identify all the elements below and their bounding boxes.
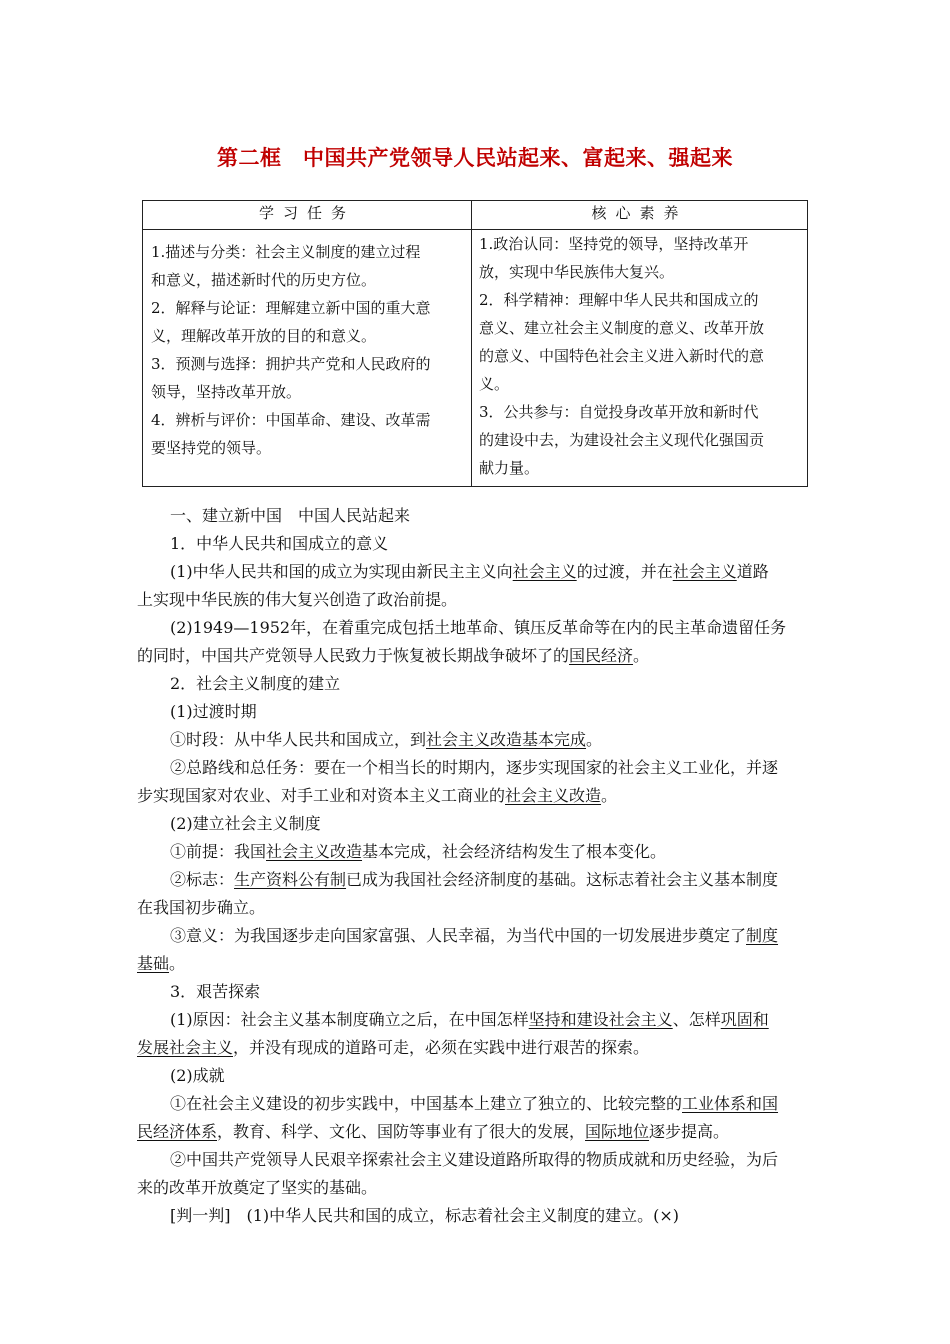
cell-line: 的建设中去，为建设社会主义现代化强国贡 — [479, 431, 765, 449]
cell-line: 义，理解改革开放的目的和意义。 — [151, 327, 377, 345]
underlined-term: 坚持和建设社会主义 — [528, 1010, 673, 1029]
text-segment: ②标志： — [170, 870, 235, 889]
text-segment: ②总路线和总任务：要在一个相当长的时期内，逐步实现国家的社会主义工业化，并逐 — [170, 758, 779, 777]
text-segment: 的同时，中国共产党领导人民致力于恢复被长期战争破坏了的 — [137, 646, 570, 665]
text-line — [137, 642, 815, 670]
text-line — [137, 558, 815, 586]
text-segment: 、怎样 — [672, 1010, 721, 1029]
cell-line: 领导，坚持改革开放。 — [151, 383, 302, 401]
text-segment: ③意义：为我国逐步走向国家富强、人民幸福，为当代中国的一切发展进步奠定了 — [170, 926, 747, 945]
underlined-term: 巩固和 — [720, 1010, 769, 1029]
text-segment: ①时段：从中华人民共和国成立，到 — [170, 730, 427, 749]
text-segment: (1)原因：社会主义基本制度确立之后，在中国怎样 — [170, 1010, 529, 1029]
learning-objectives-table — [142, 200, 808, 487]
text-segment: 来的改革开放奠定了坚实的基础。 — [137, 1178, 378, 1197]
cell-line: 放，实现中华民族伟大复兴。 — [479, 263, 675, 281]
text-line — [137, 1202, 815, 1230]
cell-line: 3．公共参与：自觉投身改革开放和新时代 — [479, 403, 759, 421]
table-header-row — [143, 201, 808, 230]
text-line — [137, 726, 815, 754]
cell-line: 1.政治认同：坚持党的领导，坚持改革开 — [479, 235, 749, 253]
text-segment: (1)过渡时期 — [170, 702, 257, 721]
underlined-term: 发展社会主义 — [137, 1038, 234, 1057]
text-segment: 1．中华人民共和国成立的意义 — [170, 534, 389, 553]
text-line — [137, 922, 815, 950]
text-segment: 已成为我国社会经济制度的基础。这标志着社会主义基本制度 — [346, 870, 779, 889]
body-text — [137, 502, 815, 1230]
cell-line: 意义、建立社会主义制度的意义、改革开放 — [479, 319, 765, 337]
text-line — [137, 502, 815, 530]
text-segment: ，教育、科学、文化、国防等事业有了很大的发展， — [217, 1122, 586, 1141]
text-line — [137, 838, 815, 866]
text-line — [137, 810, 815, 838]
text-line — [137, 754, 815, 782]
text-segment: 道路 — [736, 562, 769, 581]
text-line — [137, 1034, 815, 1062]
text-line — [137, 1062, 815, 1090]
text-line — [137, 530, 815, 558]
text-line — [137, 670, 815, 698]
text-line — [137, 866, 815, 894]
header-core-competencies: 核心素养 — [472, 201, 808, 230]
text-segment: (2)成就 — [170, 1066, 225, 1085]
text-segment: 。 — [633, 646, 650, 665]
underlined-term: 国民经济 — [569, 646, 634, 665]
underlined-term: 基础 — [137, 954, 170, 973]
underlined-term: 工业体系和国 — [682, 1094, 779, 1113]
text-line — [137, 1118, 815, 1146]
text-segment: ②中国共产党领导人民艰辛探索社会主义建设道路所取得的物质成就和历史经验，为后 — [170, 1150, 779, 1169]
text-segment: 3．艰苦探索 — [170, 982, 261, 1001]
text-segment: (2)1949—1952年，在着重完成包括土地革命、镇压反革命等在内的民主革命遗留任务 — [170, 618, 787, 637]
text-segment: 在我国初步确立。 — [137, 898, 266, 917]
text-line — [137, 894, 815, 922]
underlined-term: 制度 — [746, 926, 779, 945]
cell-line: 2．解释与论证：理解建立新中国的重大意 — [151, 299, 431, 317]
underlined-term: 社会主义改造 — [505, 786, 602, 805]
text-line — [137, 1006, 815, 1034]
text-segment: 。 — [586, 730, 603, 749]
learning-tasks-cell — [143, 230, 472, 487]
table-row — [143, 230, 808, 487]
underlined-term: 国际地位 — [585, 1122, 650, 1141]
text-segment: 步实现国家对农业、对手工业和对资本主义工商业的 — [137, 786, 506, 805]
text-line — [137, 614, 815, 642]
underlined-term: 社会主义改造 — [266, 842, 363, 861]
text-segment: 。 — [601, 786, 618, 805]
cell-line: 义。 — [479, 375, 510, 393]
text-segment: 的过渡，并在 — [576, 562, 673, 581]
core-competencies-cell — [472, 230, 808, 487]
text-line — [137, 586, 815, 614]
text-segment: [判一判] (1)中华人民共和国的成立，标志着社会主义制度的建立。(×) — [170, 1206, 680, 1225]
cell-line: 要坚持党的领导。 — [151, 439, 272, 457]
cell-line: 1.描述与分类：社会主义制度的建立过程 — [151, 243, 421, 261]
cell-line: 的意义、中国特色社会主义进入新时代的意 — [479, 347, 765, 365]
text-line — [137, 950, 815, 978]
underlined-term: 社会主义 — [512, 562, 577, 581]
text-segment: ，并没有现成的道路可走，必须在实践中进行艰苦的探索。 — [233, 1038, 650, 1057]
text-segment: (1)中华人民共和国的成立为实现由新民主主义向 — [170, 562, 513, 581]
text-segment: ①前提：我国 — [170, 842, 267, 861]
cell-line: 献力量。 — [479, 459, 540, 477]
cell-line: 和意义，描述新时代的历史方位。 — [151, 271, 377, 289]
page-title: 第二框 中国共产党领导人民站起来、富起来、强起来 — [217, 146, 733, 170]
underlined-term: 社会主义改造基本完成 — [426, 730, 587, 749]
text-line — [137, 782, 815, 810]
text-segment: 基本完成，社会经济结构发生了根本变化。 — [362, 842, 667, 861]
text-segment: (2)建立社会主义制度 — [170, 814, 321, 833]
text-segment: 。 — [169, 954, 186, 973]
underlined-term: 民经济体系 — [137, 1122, 218, 1141]
text-line — [137, 1174, 815, 1202]
header-learning-tasks: 学习任务 — [143, 201, 472, 230]
text-line — [137, 1146, 815, 1174]
text-segment: 2．社会主义制度的建立 — [170, 674, 341, 693]
text-segment: 逐步提高。 — [649, 1122, 730, 1141]
text-line — [137, 978, 815, 1006]
underlined-term: 社会主义 — [672, 562, 737, 581]
text-segment: ①在社会主义建设的初步实践中，中国基本上建立了独立的、比较完整的 — [170, 1094, 683, 1113]
text-line — [137, 1090, 815, 1118]
text-line — [137, 698, 815, 726]
text-segment: 上实现中华民族的伟大复兴创造了政治前提。 — [137, 590, 458, 609]
text-segment: 一、建立新中国 中国人民站起来 — [170, 506, 411, 525]
cell-line: 2．科学精神：理解中华人民共和国成立的 — [479, 291, 759, 309]
cell-line: 4．辨析与评价：中国革命、建设、改革需 — [151, 411, 431, 429]
cell-line: 3．预测与选择：拥护共产党和人民政府的 — [151, 355, 431, 373]
underlined-term: 生产资料公有制 — [234, 870, 347, 889]
